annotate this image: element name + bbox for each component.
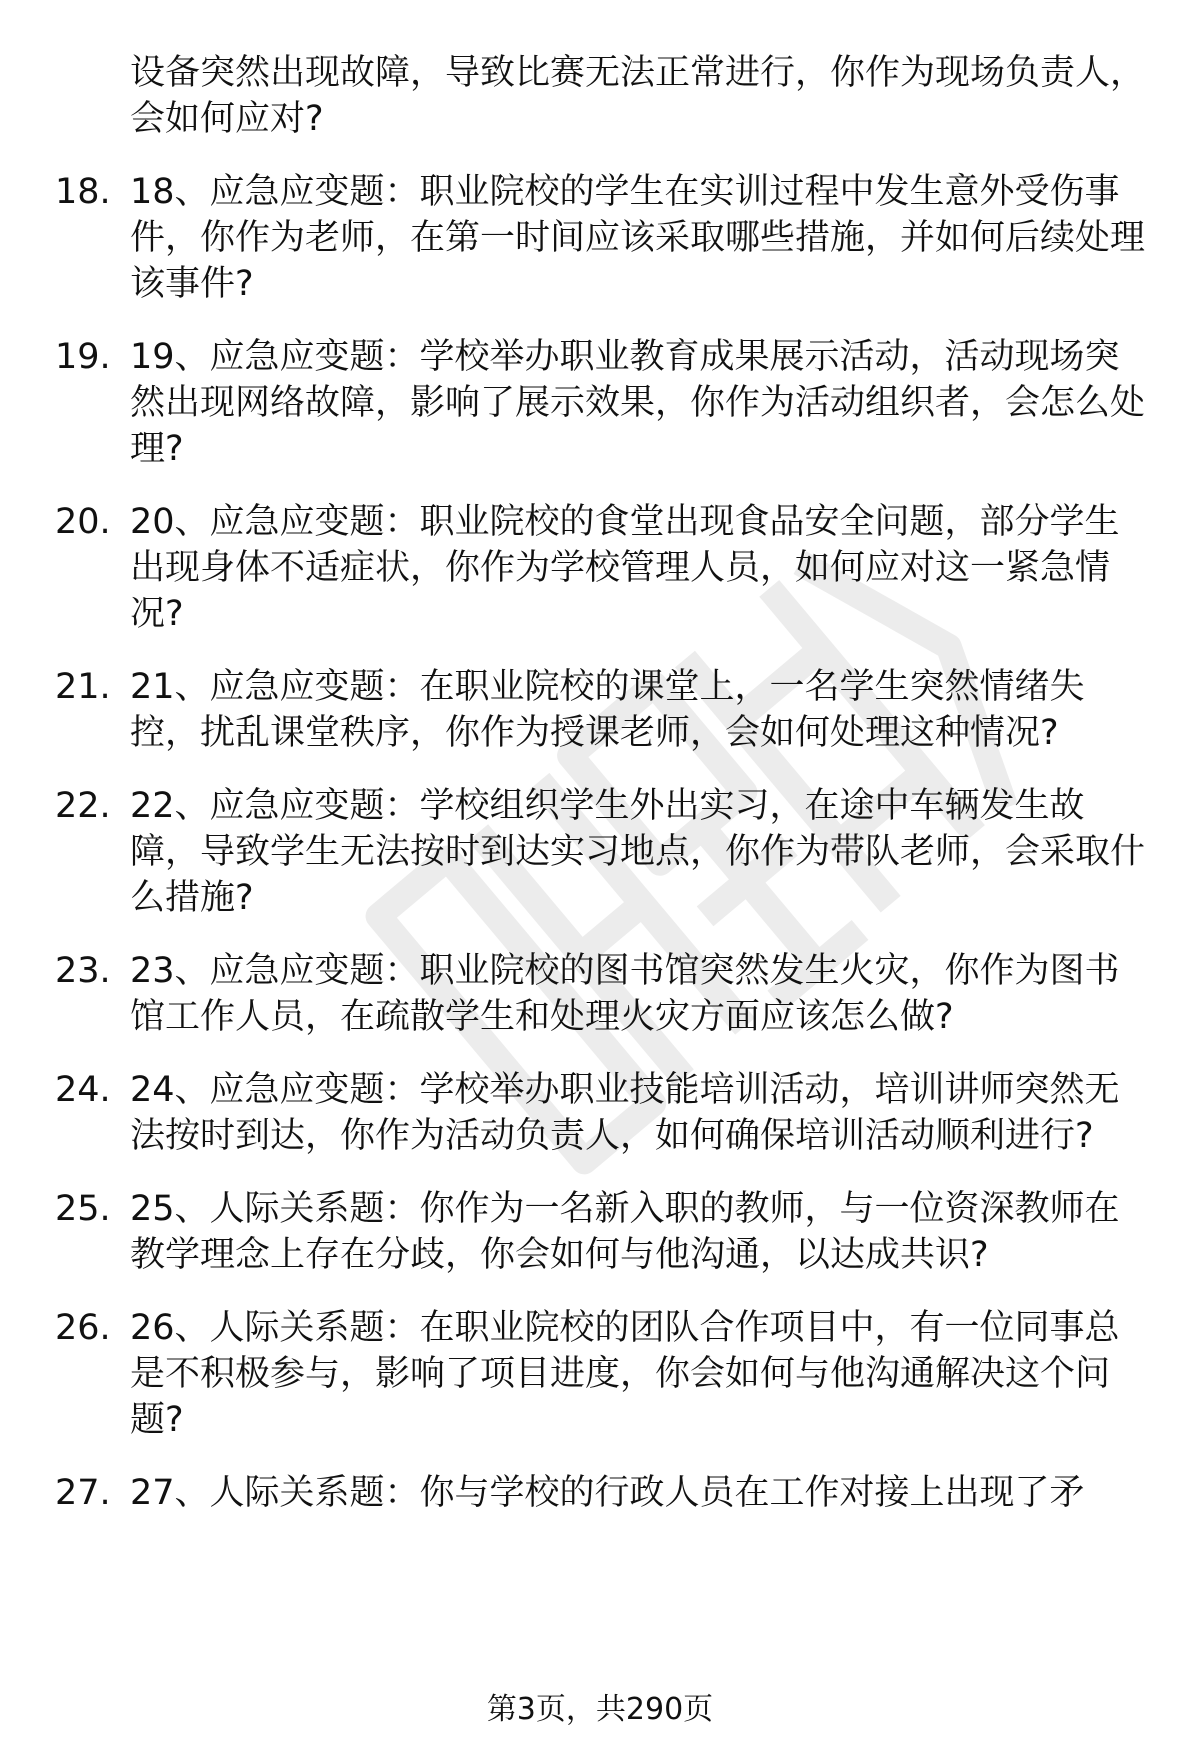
item-text: 22、应急应变题：学校组织学生外出实习，在途中车辆发生故障，导致学生无法按时到达实习地点，你作为带队老师，会采取什么措施? [130, 786, 1146, 918]
list-item [0, 783, 1150, 921]
question-list [0, 50, 1200, 1543]
list-item [0, 1470, 1150, 1516]
continued-question-text: 设备突然出现故障，导致比赛无法正常进行，你作为现场负责人，会如何应对? [130, 53, 1146, 139]
page-footer: 第3页，共290页 [486, 1692, 714, 1727]
item-number: 27. [55, 1473, 111, 1513]
item-number: 18. [55, 172, 111, 212]
item-number: 25. [55, 1189, 111, 1229]
item-text: 20、应急应变题：职业院校的食堂出现食品安全问题，部分学生出现身体不适症状，你作为学校管理人员，如何应对这一紧急情况? [130, 502, 1120, 634]
item-number: 20. [55, 502, 111, 542]
item-text: 27、人际关系题：你与学校的行政人员在工作对接上出现了矛 [130, 1473, 1085, 1513]
item-text: 21、应急应变题：在职业院校的课堂上，一名学生突然情绪失控，扰乱课堂秩序，你作为授课老师，会如何处理这种情况? [130, 667, 1085, 753]
list-item [0, 948, 1150, 1040]
list-item [0, 169, 1150, 307]
list-item [0, 334, 1150, 472]
item-number: 22. [55, 786, 111, 826]
list-item [0, 499, 1150, 637]
item-text: 24、应急应变题：学校举办职业技能培训活动，培训讲师突然无法按时到达，你作为活动负责人，如何确保培训活动顺利进行? [130, 1070, 1120, 1156]
list-item [0, 1305, 1150, 1443]
item-text: 23、应急应变题：职业院校的图书馆突然发生火灾，你作为图书馆工作人员，在疏散学生和处理火灾方面应该怎么做? [130, 951, 1120, 1037]
item-text: 19、应急应变题：学校举办职业教育成果展示活动，活动现场突然出现网络故障，影响了展示效果，你作为活动组织者，会怎么处理? [130, 337, 1146, 469]
item-text: 25、人际关系题：你作为一名新入职的教师，与一位资深教师在教学理念上存在分歧，你会如何与他沟通，以达成共识? [130, 1189, 1120, 1275]
list-item [0, 1067, 1150, 1159]
item-number: 23. [55, 951, 111, 991]
item-number: 24. [55, 1070, 111, 1110]
item-text: 26、人际关系题：在职业院校的团队合作项目中，有一位同事总是不积极参与，影响了项目进度，你会如何与他沟通解决这个问题? [130, 1308, 1120, 1440]
item-number: 21. [55, 667, 111, 707]
list-item [0, 664, 1150, 756]
item-number: 19. [55, 337, 111, 377]
item-text: 18、应急应变题：职业院校的学生在实训过程中发生意外受伤事件，你作为老师，在第一时间应该采取哪些措施，并如何后续处理该事件? [130, 172, 1146, 304]
item-number: 26. [55, 1308, 111, 1348]
list-item [0, 1186, 1150, 1278]
